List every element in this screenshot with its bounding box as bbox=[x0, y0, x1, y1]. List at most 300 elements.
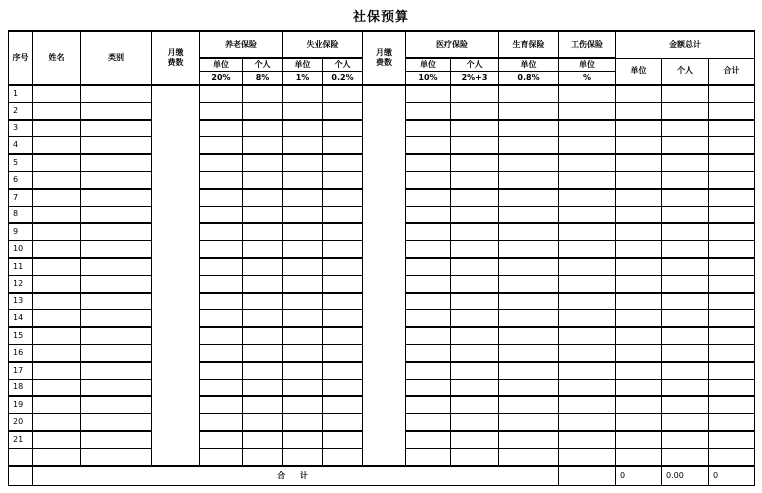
data-cell[interactable] bbox=[406, 206, 451, 223]
data-cell[interactable] bbox=[200, 102, 243, 119]
data-cell[interactable] bbox=[662, 362, 709, 379]
data-cell[interactable] bbox=[243, 396, 283, 413]
data-cell[interactable] bbox=[81, 344, 152, 361]
data-cell[interactable] bbox=[81, 310, 152, 327]
data-cell[interactable] bbox=[406, 223, 451, 240]
data-cell[interactable] bbox=[559, 171, 616, 188]
data-cell[interactable] bbox=[709, 137, 755, 154]
data-cell[interactable] bbox=[81, 189, 152, 206]
data-cell[interactable] bbox=[283, 379, 323, 396]
data-cell[interactable] bbox=[709, 241, 755, 258]
data-cell[interactable] bbox=[243, 379, 283, 396]
data-cell[interactable] bbox=[559, 362, 616, 379]
data-cell[interactable] bbox=[616, 379, 662, 396]
data-cell[interactable] bbox=[709, 189, 755, 206]
data-cell[interactable] bbox=[499, 189, 559, 206]
data-cell[interactable] bbox=[200, 344, 243, 361]
row-number: 9 bbox=[9, 223, 33, 240]
data-cell[interactable] bbox=[406, 171, 451, 188]
data-cell[interactable] bbox=[243, 223, 283, 240]
data-cell[interactable] bbox=[451, 396, 499, 413]
data-cell[interactable] bbox=[283, 344, 323, 361]
data-cell[interactable] bbox=[616, 85, 662, 102]
data-cell[interactable] bbox=[323, 120, 363, 137]
data-cell[interactable] bbox=[323, 223, 363, 240]
data-cell[interactable] bbox=[499, 258, 559, 275]
data-cell[interactable] bbox=[559, 223, 616, 240]
data-cell[interactable] bbox=[406, 120, 451, 137]
data-cell[interactable] bbox=[709, 344, 755, 361]
data-cell[interactable] bbox=[559, 258, 616, 275]
data-cell[interactable] bbox=[709, 275, 755, 292]
data-cell[interactable] bbox=[243, 137, 283, 154]
data-cell[interactable] bbox=[33, 431, 81, 448]
data-cell[interactable] bbox=[200, 171, 243, 188]
data-cell[interactable] bbox=[406, 275, 451, 292]
data-cell[interactable] bbox=[200, 85, 243, 102]
data-cell[interactable] bbox=[81, 223, 152, 240]
data-cell[interactable] bbox=[323, 154, 363, 171]
data-cell[interactable] bbox=[323, 293, 363, 310]
data-cell[interactable] bbox=[451, 137, 499, 154]
data-cell[interactable] bbox=[559, 414, 616, 431]
data-cell[interactable] bbox=[283, 223, 323, 240]
data-cell[interactable] bbox=[662, 293, 709, 310]
data-cell[interactable] bbox=[499, 310, 559, 327]
data-cell[interactable] bbox=[499, 137, 559, 154]
data-cell[interactable] bbox=[662, 258, 709, 275]
data-cell[interactable] bbox=[451, 344, 499, 361]
data-cell[interactable] bbox=[709, 379, 755, 396]
data-cell[interactable] bbox=[243, 293, 283, 310]
data-cell[interactable] bbox=[283, 275, 323, 292]
data-cell[interactable] bbox=[406, 362, 451, 379]
data-cell[interactable] bbox=[451, 258, 499, 275]
data-cell[interactable] bbox=[81, 120, 152, 137]
data-cell[interactable] bbox=[283, 137, 323, 154]
data-cell[interactable] bbox=[81, 327, 152, 344]
data-cell[interactable] bbox=[662, 137, 709, 154]
data-cell[interactable] bbox=[323, 102, 363, 119]
data-cell[interactable] bbox=[323, 362, 363, 379]
data-cell[interactable] bbox=[451, 120, 499, 137]
data-cell[interactable] bbox=[200, 189, 243, 206]
data-cell[interactable] bbox=[499, 102, 559, 119]
data-cell[interactable] bbox=[709, 206, 755, 223]
data-cell[interactable] bbox=[616, 154, 662, 171]
data-cell[interactable] bbox=[662, 206, 709, 223]
data-cell[interactable] bbox=[709, 223, 755, 240]
data-cell[interactable] bbox=[283, 154, 323, 171]
data-cell[interactable] bbox=[616, 275, 662, 292]
data-cell[interactable] bbox=[283, 327, 323, 344]
row-number: 11 bbox=[9, 258, 33, 275]
data-cell[interactable] bbox=[451, 448, 499, 465]
data-cell[interactable] bbox=[451, 414, 499, 431]
data-cell[interactable] bbox=[323, 414, 363, 431]
data-cell[interactable] bbox=[33, 448, 81, 465]
data-cell[interactable] bbox=[451, 241, 499, 258]
data-cell[interactable] bbox=[451, 327, 499, 344]
data-cell[interactable] bbox=[81, 137, 152, 154]
row-number: 2 bbox=[9, 102, 33, 119]
data-cell[interactable] bbox=[81, 154, 152, 171]
data-cell[interactable] bbox=[616, 448, 662, 465]
data-cell[interactable] bbox=[33, 102, 81, 119]
data-cell[interactable] bbox=[243, 362, 283, 379]
data-cell[interactable] bbox=[200, 414, 243, 431]
data-cell[interactable] bbox=[499, 431, 559, 448]
data-cell[interactable] bbox=[499, 362, 559, 379]
data-cell[interactable] bbox=[33, 293, 81, 310]
data-cell[interactable] bbox=[616, 414, 662, 431]
data-cell[interactable] bbox=[406, 258, 451, 275]
data-cell[interactable] bbox=[323, 310, 363, 327]
data-cell[interactable] bbox=[662, 154, 709, 171]
data-cell[interactable] bbox=[283, 206, 323, 223]
data-cell[interactable] bbox=[451, 154, 499, 171]
data-cell[interactable] bbox=[406, 414, 451, 431]
data-cell[interactable] bbox=[33, 344, 81, 361]
data-cell[interactable] bbox=[406, 137, 451, 154]
data-cell[interactable] bbox=[406, 327, 451, 344]
data-cell[interactable] bbox=[200, 275, 243, 292]
data-cell[interactable] bbox=[81, 414, 152, 431]
data-cell[interactable] bbox=[283, 396, 323, 413]
data-cell[interactable] bbox=[559, 396, 616, 413]
data-cell[interactable] bbox=[200, 293, 243, 310]
data-cell[interactable] bbox=[33, 258, 81, 275]
data-cell[interactable] bbox=[323, 448, 363, 465]
data-cell[interactable] bbox=[283, 85, 323, 102]
data-cell[interactable] bbox=[33, 189, 81, 206]
data-cell[interactable] bbox=[559, 327, 616, 344]
data-cell[interactable] bbox=[616, 362, 662, 379]
data-cell[interactable] bbox=[662, 379, 709, 396]
data-cell[interactable] bbox=[33, 414, 81, 431]
data-cell[interactable] bbox=[662, 189, 709, 206]
data-cell[interactable] bbox=[709, 310, 755, 327]
data-cell[interactable] bbox=[283, 414, 323, 431]
data-cell[interactable] bbox=[33, 85, 81, 102]
data-cell[interactable] bbox=[323, 189, 363, 206]
data-cell[interactable] bbox=[662, 396, 709, 413]
data-cell[interactable] bbox=[406, 344, 451, 361]
data-cell[interactable] bbox=[709, 327, 755, 344]
data-cell[interactable] bbox=[451, 310, 499, 327]
data-cell[interactable] bbox=[323, 275, 363, 292]
data-cell[interactable] bbox=[33, 310, 81, 327]
data-cell[interactable] bbox=[616, 241, 662, 258]
data-cell[interactable] bbox=[243, 241, 283, 258]
data-cell[interactable] bbox=[200, 396, 243, 413]
data-cell[interactable] bbox=[81, 102, 152, 119]
data-cell[interactable] bbox=[616, 223, 662, 240]
row-number: 1 bbox=[9, 85, 33, 102]
data-cell[interactable] bbox=[559, 448, 616, 465]
data-cell[interactable] bbox=[243, 189, 283, 206]
data-cell[interactable] bbox=[499, 414, 559, 431]
data-cell[interactable] bbox=[323, 85, 363, 102]
data-cell[interactable] bbox=[559, 344, 616, 361]
data-cell[interactable] bbox=[451, 171, 499, 188]
data-cell[interactable] bbox=[559, 379, 616, 396]
data-cell[interactable] bbox=[323, 344, 363, 361]
data-cell[interactable] bbox=[243, 120, 283, 137]
data-cell[interactable] bbox=[81, 293, 152, 310]
data-cell[interactable] bbox=[662, 120, 709, 137]
data-cell[interactable] bbox=[616, 293, 662, 310]
data-cell[interactable] bbox=[33, 137, 81, 154]
data-cell[interactable] bbox=[243, 85, 283, 102]
data-cell[interactable] bbox=[616, 206, 662, 223]
data-cell[interactable] bbox=[499, 85, 559, 102]
data-cell[interactable] bbox=[559, 189, 616, 206]
data-cell[interactable] bbox=[406, 85, 451, 102]
data-cell[interactable] bbox=[323, 171, 363, 188]
data-cell[interactable] bbox=[559, 275, 616, 292]
data-cell[interactable] bbox=[709, 362, 755, 379]
data-cell[interactable] bbox=[559, 241, 616, 258]
data-cell[interactable] bbox=[709, 102, 755, 119]
data-cell[interactable] bbox=[616, 102, 662, 119]
data-cell[interactable] bbox=[709, 85, 755, 102]
data-cell[interactable] bbox=[33, 396, 81, 413]
data-cell[interactable] bbox=[616, 137, 662, 154]
data-cell[interactable] bbox=[243, 102, 283, 119]
data-cell[interactable] bbox=[616, 258, 662, 275]
data-cell[interactable] bbox=[451, 206, 499, 223]
data-cell[interactable] bbox=[499, 448, 559, 465]
data-cell[interactable] bbox=[406, 310, 451, 327]
data-cell[interactable] bbox=[33, 241, 81, 258]
data-cell[interactable] bbox=[323, 241, 363, 258]
data-cell[interactable] bbox=[662, 85, 709, 102]
data-cell[interactable] bbox=[559, 120, 616, 137]
data-cell[interactable] bbox=[323, 206, 363, 223]
data-cell[interactable] bbox=[283, 293, 323, 310]
data-cell[interactable] bbox=[406, 293, 451, 310]
data-cell[interactable] bbox=[709, 171, 755, 188]
data-cell[interactable] bbox=[283, 241, 323, 258]
data-cell[interactable] bbox=[662, 275, 709, 292]
data-cell[interactable] bbox=[499, 327, 559, 344]
data-cell[interactable] bbox=[559, 293, 616, 310]
data-cell[interactable] bbox=[81, 241, 152, 258]
data-cell[interactable] bbox=[33, 223, 81, 240]
data-cell[interactable] bbox=[709, 396, 755, 413]
data-cell[interactable] bbox=[616, 310, 662, 327]
data-cell[interactable] bbox=[406, 241, 451, 258]
data-cell[interactable] bbox=[81, 362, 152, 379]
data-cell[interactable] bbox=[451, 431, 499, 448]
data-cell[interactable] bbox=[33, 206, 81, 223]
data-cell[interactable] bbox=[200, 362, 243, 379]
data-cell[interactable] bbox=[616, 431, 662, 448]
data-cell[interactable] bbox=[499, 379, 559, 396]
data-cell[interactable] bbox=[283, 448, 323, 465]
data-cell[interactable] bbox=[33, 171, 81, 188]
data-cell[interactable] bbox=[499, 223, 559, 240]
data-cell[interactable] bbox=[200, 431, 243, 448]
data-cell[interactable] bbox=[81, 379, 152, 396]
data-cell[interactable] bbox=[81, 396, 152, 413]
data-cell[interactable] bbox=[451, 379, 499, 396]
data-cell[interactable] bbox=[200, 223, 243, 240]
data-cell[interactable] bbox=[709, 448, 755, 465]
data-cell[interactable] bbox=[616, 120, 662, 137]
data-cell[interactable] bbox=[662, 171, 709, 188]
data-cell[interactable] bbox=[406, 431, 451, 448]
data-cell[interactable] bbox=[33, 275, 81, 292]
data-cell[interactable] bbox=[499, 241, 559, 258]
monthly-base-1-cell[interactable] bbox=[152, 85, 200, 466]
data-cell[interactable] bbox=[243, 206, 283, 223]
data-cell[interactable] bbox=[709, 414, 755, 431]
data-cell[interactable] bbox=[406, 448, 451, 465]
data-cell[interactable] bbox=[200, 120, 243, 137]
data-cell[interactable] bbox=[616, 189, 662, 206]
data-cell[interactable] bbox=[283, 310, 323, 327]
data-cell[interactable] bbox=[709, 154, 755, 171]
data-cell[interactable] bbox=[243, 414, 283, 431]
data-cell[interactable] bbox=[709, 120, 755, 137]
data-cell[interactable] bbox=[499, 275, 559, 292]
data-cell[interactable] bbox=[200, 379, 243, 396]
data-cell[interactable] bbox=[451, 189, 499, 206]
data-cell[interactable] bbox=[200, 310, 243, 327]
data-cell[interactable] bbox=[451, 293, 499, 310]
data-cell[interactable] bbox=[559, 431, 616, 448]
data-cell[interactable] bbox=[243, 448, 283, 465]
data-cell[interactable] bbox=[451, 102, 499, 119]
data-cell[interactable] bbox=[200, 258, 243, 275]
data-cell[interactable] bbox=[283, 189, 323, 206]
unemployment-unit-rate: 1% bbox=[283, 71, 323, 85]
data-cell[interactable] bbox=[709, 293, 755, 310]
total-row-blank bbox=[9, 466, 33, 486]
data-cell[interactable] bbox=[200, 241, 243, 258]
data-cell[interactable] bbox=[200, 327, 243, 344]
medical-personal-label: 个人 bbox=[451, 58, 499, 71]
data-cell[interactable] bbox=[662, 344, 709, 361]
data-cell[interactable] bbox=[662, 241, 709, 258]
data-cell[interactable] bbox=[709, 431, 755, 448]
data-cell[interactable] bbox=[81, 431, 152, 448]
data-cell[interactable] bbox=[499, 120, 559, 137]
data-cell[interactable] bbox=[81, 275, 152, 292]
data-cell[interactable] bbox=[499, 344, 559, 361]
data-cell[interactable] bbox=[499, 154, 559, 171]
data-cell[interactable] bbox=[499, 171, 559, 188]
data-cell[interactable] bbox=[499, 293, 559, 310]
data-cell[interactable] bbox=[243, 258, 283, 275]
data-cell[interactable] bbox=[283, 362, 323, 379]
data-cell[interactable] bbox=[662, 414, 709, 431]
data-cell[interactable] bbox=[559, 154, 616, 171]
data-cell[interactable] bbox=[283, 120, 323, 137]
data-cell[interactable] bbox=[451, 223, 499, 240]
data-cell[interactable] bbox=[33, 154, 81, 171]
data-cell[interactable] bbox=[406, 379, 451, 396]
data-cell[interactable] bbox=[33, 362, 81, 379]
data-cell[interactable] bbox=[406, 396, 451, 413]
row-number: 18 bbox=[9, 379, 33, 396]
data-cell[interactable] bbox=[283, 171, 323, 188]
data-cell[interactable] bbox=[33, 120, 81, 137]
data-cell[interactable] bbox=[243, 344, 283, 361]
data-cell[interactable] bbox=[33, 327, 81, 344]
data-cell[interactable] bbox=[283, 102, 323, 119]
data-cell[interactable] bbox=[662, 102, 709, 119]
data-cell[interactable] bbox=[243, 310, 283, 327]
data-cell[interactable] bbox=[662, 327, 709, 344]
data-cell[interactable] bbox=[323, 379, 363, 396]
data-cell[interactable] bbox=[243, 171, 283, 188]
data-cell[interactable] bbox=[81, 206, 152, 223]
data-cell[interactable] bbox=[662, 431, 709, 448]
data-cell[interactable] bbox=[243, 275, 283, 292]
data-cell[interactable] bbox=[243, 327, 283, 344]
total-unit-label: 单位 bbox=[616, 58, 662, 85]
data-cell[interactable] bbox=[323, 396, 363, 413]
data-cell[interactable] bbox=[81, 85, 152, 102]
data-cell[interactable] bbox=[200, 137, 243, 154]
data-cell[interactable] bbox=[559, 310, 616, 327]
data-cell[interactable] bbox=[616, 396, 662, 413]
data-cell[interactable] bbox=[451, 85, 499, 102]
data-cell[interactable] bbox=[616, 327, 662, 344]
data-cell[interactable] bbox=[662, 223, 709, 240]
data-cell[interactable] bbox=[559, 102, 616, 119]
data-cell[interactable] bbox=[283, 431, 323, 448]
data-cell[interactable] bbox=[662, 310, 709, 327]
data-cell[interactable] bbox=[616, 344, 662, 361]
data-cell[interactable] bbox=[499, 206, 559, 223]
data-cell[interactable] bbox=[406, 154, 451, 171]
data-cell[interactable] bbox=[81, 448, 152, 465]
data-cell[interactable] bbox=[283, 258, 323, 275]
data-cell[interactable] bbox=[406, 189, 451, 206]
monthly-base-2-cell[interactable] bbox=[363, 85, 406, 466]
data-cell[interactable] bbox=[243, 431, 283, 448]
data-cell[interactable] bbox=[200, 154, 243, 171]
data-cell[interactable] bbox=[709, 258, 755, 275]
data-cell[interactable] bbox=[200, 206, 243, 223]
data-cell[interactable] bbox=[559, 137, 616, 154]
data-cell[interactable] bbox=[451, 275, 499, 292]
header-name: 姓名 bbox=[33, 31, 81, 85]
data-cell[interactable] bbox=[200, 448, 243, 465]
data-cell[interactable] bbox=[81, 258, 152, 275]
data-cell[interactable] bbox=[451, 362, 499, 379]
total-row bbox=[9, 466, 755, 486]
data-cell[interactable] bbox=[33, 379, 81, 396]
data-cell[interactable] bbox=[81, 171, 152, 188]
data-cell[interactable] bbox=[323, 431, 363, 448]
data-cell[interactable] bbox=[323, 327, 363, 344]
data-cell[interactable] bbox=[499, 396, 559, 413]
row-number: 8 bbox=[9, 206, 33, 223]
data-cell[interactable] bbox=[323, 258, 363, 275]
data-cell[interactable] bbox=[616, 171, 662, 188]
data-cell[interactable] bbox=[323, 137, 363, 154]
data-cell[interactable] bbox=[243, 154, 283, 171]
data-cell[interactable] bbox=[559, 85, 616, 102]
data-cell[interactable] bbox=[406, 102, 451, 119]
data-cell[interactable] bbox=[662, 448, 709, 465]
data-cell[interactable] bbox=[559, 206, 616, 223]
